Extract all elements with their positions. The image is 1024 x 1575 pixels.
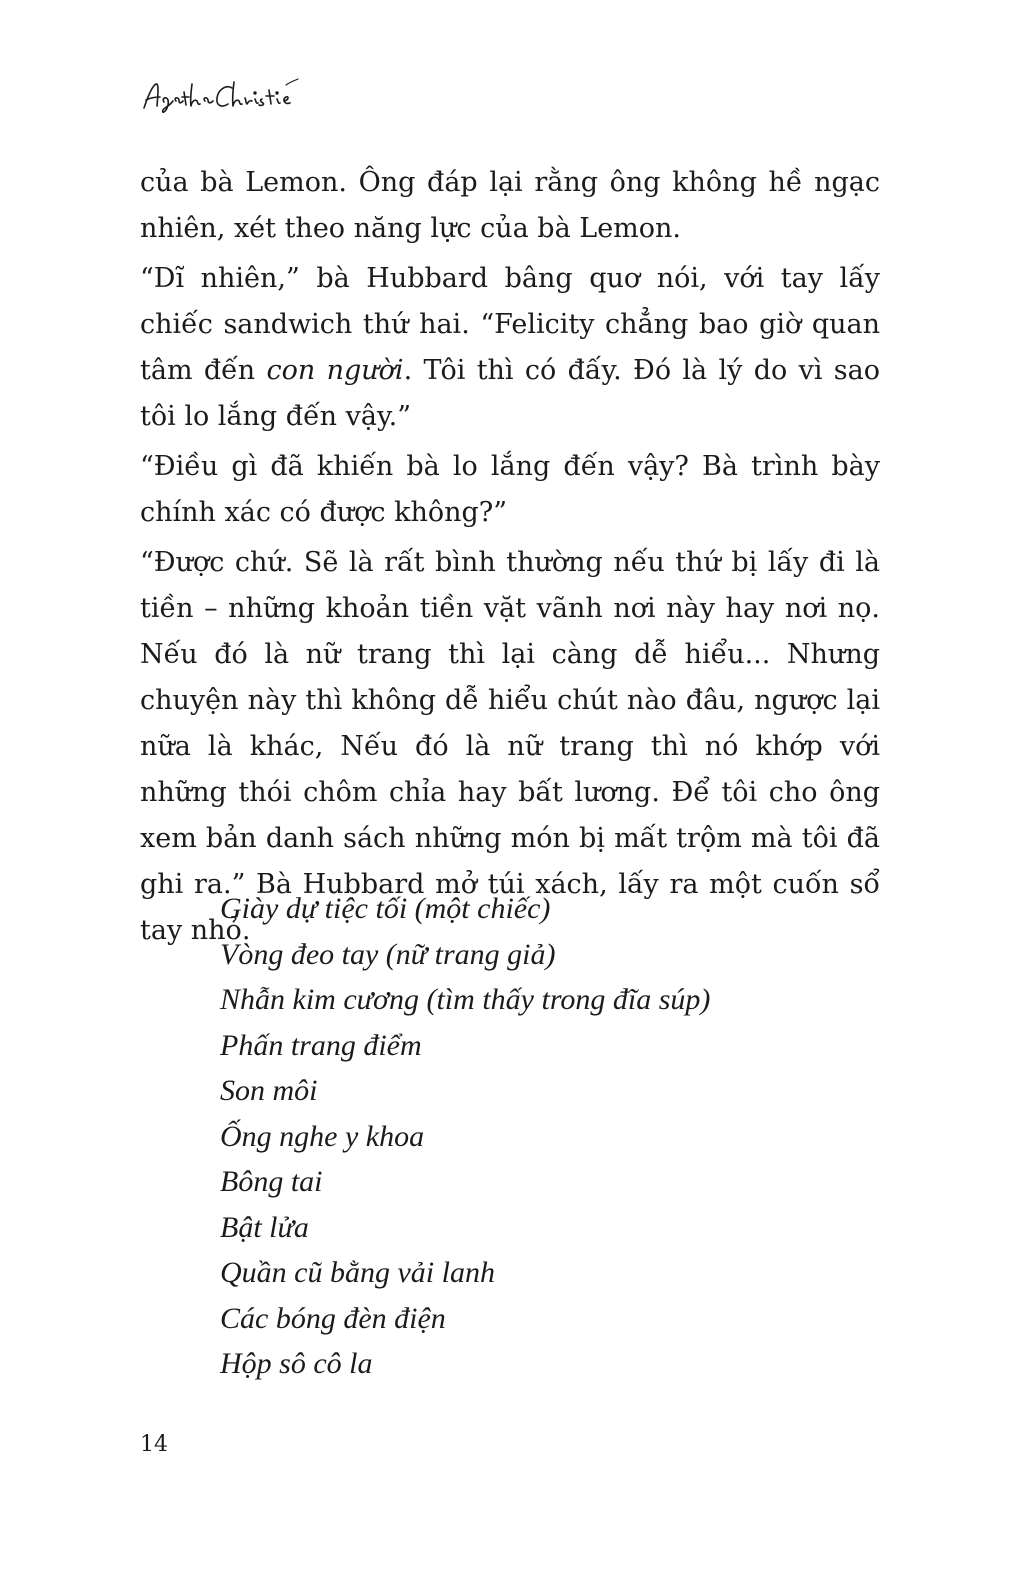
body-text: [140, 160, 880, 958]
paragraph: [140, 444, 880, 536]
list-item: Vòng đeo tay (nữ trang giả): [220, 937, 556, 971]
list-item: Ống nghe y khoa: [220, 1119, 425, 1153]
list-item: Son môi: [220, 1074, 318, 1107]
author-signature-icon: [140, 70, 320, 122]
paragraph-text: của bà Lemon. Ông đáp lại rằng ông không hề ngạc nhiên, xét theo năng lực của bà Lemon.: [140, 167, 880, 244]
author-signature-logo: [140, 70, 320, 122]
list-item: Nhẫn kim cương (tìm thấy trong đĩa súp): [220, 983, 711, 1016]
paragraph-text: “Được chứ. Sẽ là rất bình thường nếu thứ bị lấy đi là tiền – những khoản tiền vặt vãnh nơi này hay nơi nọ. Nếu đó là nữ trang thì lại càng dễ hiểu... Nhưng chuyện này thì không dễ hiểu chút nào đâu, ngược lại nữa là khác, Nếu đó là nữ trang thì nó khớp với những thói chôm chỉa hay bất lương. Để tôi cho ông xem bản danh sách những món bị mất trộm mà tôi đã ghi ra.” Bà Hubbard mở túi xách, lấy ra một cuốn sổ tay nhỏ.: [140, 547, 880, 946]
paragraph-text: “Điều gì đã khiến bà lo lắng đến vậy? Bà trình bày chính xác có được không?”: [140, 451, 880, 528]
paragraph: [140, 256, 880, 440]
paragraph-text: . Tôi thì có đấy. Đó là lý do vì sao tôi lo lắng đến vậy.”: [140, 355, 881, 432]
page-number: 14: [140, 1432, 168, 1457]
stolen-items-list: [220, 886, 710, 1387]
list-item: Bật lửa: [220, 1210, 309, 1244]
list-item: Bông tai: [220, 1165, 323, 1198]
list-item: Phấn trang điểm: [220, 1028, 422, 1062]
list-item: Quần cũ bằng vải lanh: [220, 1256, 495, 1289]
list-item: Các bóng đèn điện: [220, 1301, 446, 1335]
paragraph-emphasis: con người: [266, 355, 404, 386]
paragraph-text: “Dĩ nhiên,” bà Hubbard bâng quơ nói, với tay lấy chiếc sandwich thứ hai. “Felicity chẳng bao giờ quan tâm đến: [140, 263, 880, 386]
paragraph: [140, 160, 880, 252]
list-item: Hộp sô cô la: [220, 1347, 373, 1380]
list-item: Giày dự tiệc tối (một chiếc): [220, 892, 551, 925]
